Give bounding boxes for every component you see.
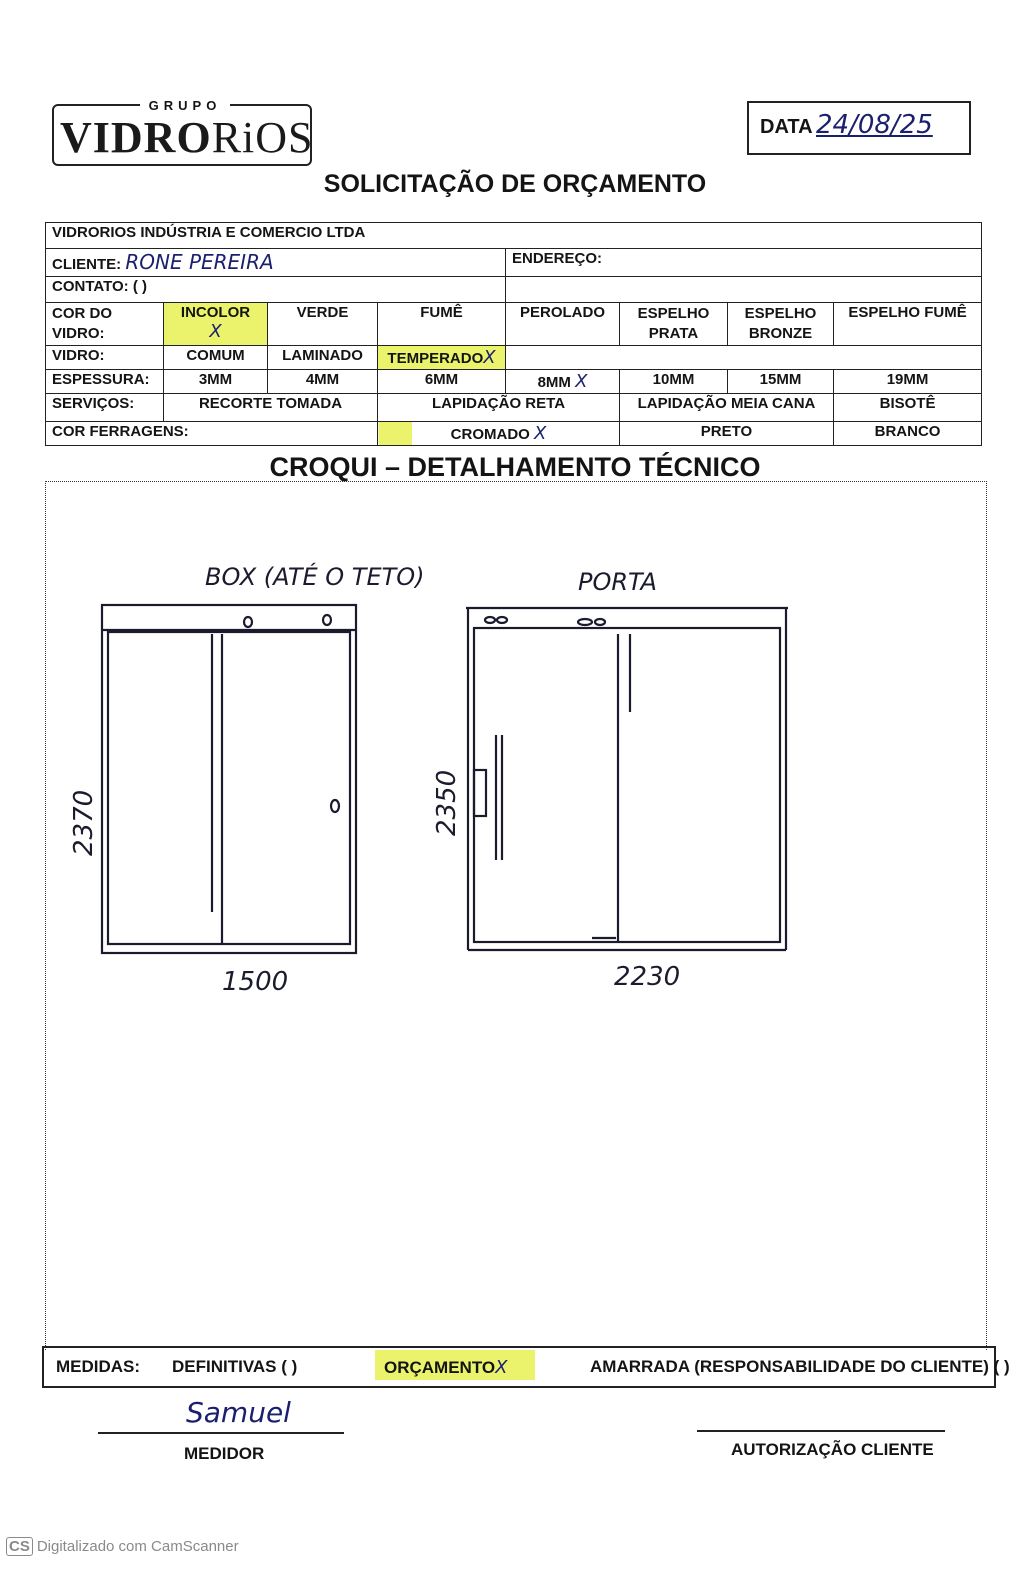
box-label: BOX (ATÉ O TETO) xyxy=(205,563,425,591)
ferragens-cromado: CROMADO X xyxy=(378,422,620,446)
client-label: CLIENTE: xyxy=(52,256,122,273)
cor-espelho-fume: ESPELHO FUMÊ xyxy=(834,303,982,346)
client-signature-line xyxy=(697,1430,945,1432)
medidor-label: MEDIDOR xyxy=(184,1444,265,1463)
cor-espelho-bronze: ESPELHO BRONZE xyxy=(728,303,834,346)
cor-perolado: PEROLADO xyxy=(506,303,620,346)
espessura-label: ESPESSURA: xyxy=(46,370,164,394)
vidro-temperado: TEMPERADOX xyxy=(378,346,506,370)
page-title: SOLICITAÇÃO DE ORÇAMENTO xyxy=(323,170,707,198)
cor-label: COR DO VIDRO: xyxy=(46,303,164,346)
espessura-19mm: 19MM xyxy=(834,370,982,394)
cor-espelho-prata: ESPELHO PRATA xyxy=(620,303,728,346)
logo-group-text: GRUPO xyxy=(140,98,230,113)
vidro-laminado: LAMINADO xyxy=(268,346,378,370)
vidro-label: VIDRO: xyxy=(46,346,164,370)
box-height-dim: 2370 xyxy=(69,789,99,856)
camscanner-icon: CS xyxy=(6,1537,33,1556)
vidro-comum: COMUM xyxy=(164,346,268,370)
watermark-text: Digitalizado com CamScanner xyxy=(36,1538,239,1555)
measures-amarrada: AMARRADA (RESPONSABILIDADE DO CLIENTE) ( ) xyxy=(590,1357,1010,1376)
door-height-dim: 2350 xyxy=(432,769,462,836)
servico-bisote: BISOTÊ xyxy=(834,394,982,422)
door-label: PORTA xyxy=(578,568,657,596)
servico-recorte-tomada: RECORTE TOMADA xyxy=(164,394,378,422)
scanner-watermark xyxy=(6,1537,239,1556)
medidor-signature-line xyxy=(98,1432,344,1434)
servicos-label: SERVIÇOS: xyxy=(46,394,164,422)
contact-cell: CONTATO: ( ) xyxy=(46,277,506,303)
espessura-4mm: 4MM xyxy=(268,370,378,394)
croqui-title: CROQUI – DETALHAMENTO TÉCNICO xyxy=(269,452,761,482)
espessura-10mm: 10MM xyxy=(620,370,728,394)
autorizacao-label: AUTORIZAÇÃO CLIENTE xyxy=(731,1440,934,1459)
company-name: VIDRORIOS INDÚSTRIA E COMERCIO LTDA xyxy=(46,223,982,249)
cor-incolor: INCOLOR X xyxy=(164,303,268,346)
logo-bold: VIDRO xyxy=(60,113,212,162)
servico-lapidacao-meia-cana: LAPIDAÇÃO MEIA CANA xyxy=(620,394,834,422)
espessura-15mm: 15MM xyxy=(728,370,834,394)
client-value: RONE PEREIRA xyxy=(125,250,274,274)
cor-fume: FUMÊ xyxy=(378,303,506,346)
ferragens-preto: PRETO xyxy=(620,422,834,446)
logo-light: RiOS xyxy=(211,113,314,162)
servico-lapidacao-reta: LAPIDAÇÃO RETA xyxy=(378,394,620,422)
ferragens-branco: BRANCO xyxy=(834,422,982,446)
address-label: ENDEREÇO: xyxy=(512,250,603,267)
medidor-signature: Samuel xyxy=(186,1396,291,1429)
measures-label: MEDIDAS: xyxy=(56,1357,141,1376)
date-value: 24/08/25 xyxy=(816,110,933,140)
ferragens-label: COR FERRAGENS: xyxy=(46,422,378,446)
measures-orcamento: ORÇAMENTOX xyxy=(384,1357,508,1378)
cor-verde: VERDE xyxy=(268,303,378,346)
espessura-8mm: 8MM X xyxy=(506,370,620,394)
espessura-6mm: 6MM xyxy=(378,370,506,394)
measures-definitivas: DEFINITIVAS ( ) xyxy=(172,1357,298,1376)
espessura-3mm: 3MM xyxy=(164,370,268,394)
box-drawing xyxy=(102,605,356,953)
door-width-dim: 2230 xyxy=(614,962,681,992)
box-width-dim: 1500 xyxy=(222,967,289,997)
date-label: DATA xyxy=(760,116,813,138)
door-drawing xyxy=(466,608,788,950)
